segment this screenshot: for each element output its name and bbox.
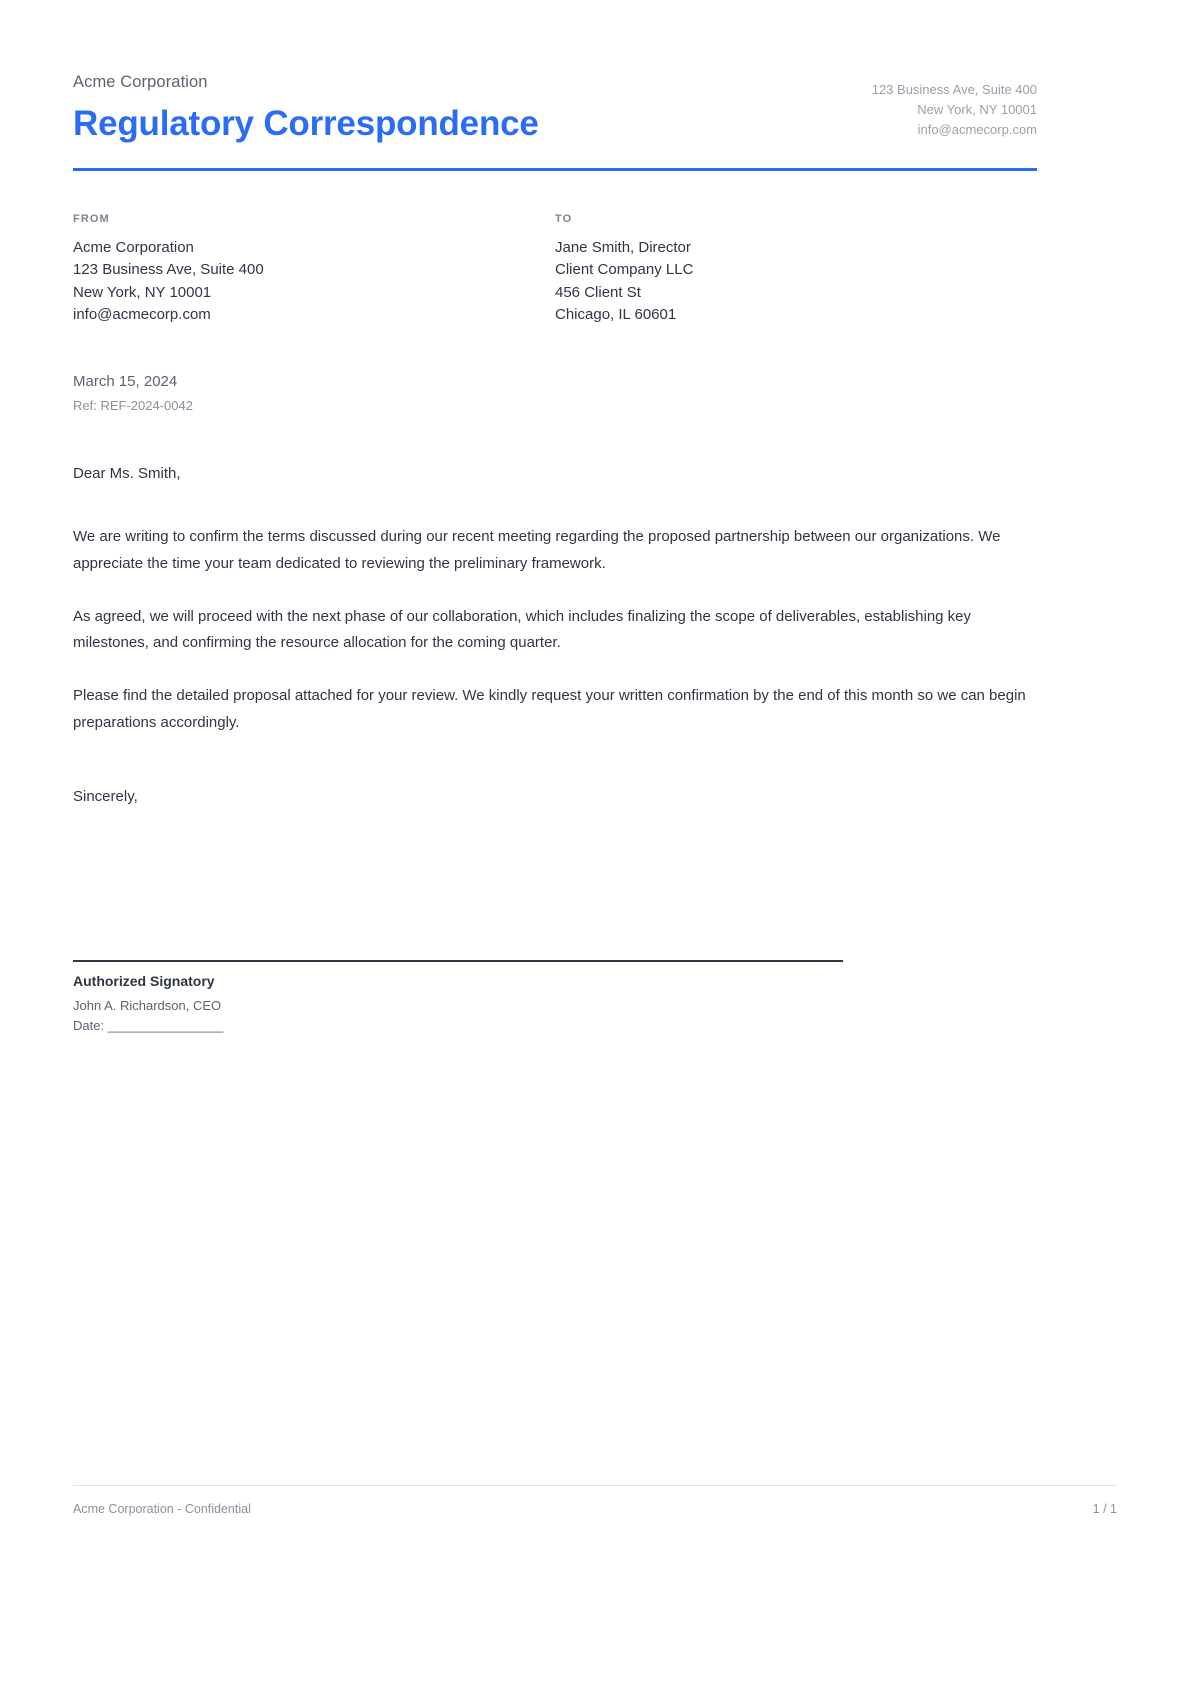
closing-line: Sincerely, [73, 788, 138, 806]
signatory-name: John A. Richardson, CEO [73, 997, 222, 1013]
to-column [555, 213, 1037, 326]
page-title: Regulatory Correspondence [73, 104, 539, 144]
from-line: New York, NY 10001 [73, 283, 212, 301]
letter-meta [73, 371, 1037, 417]
body-paragraph: We are writing to confirm the terms discussed during our recent meeting regarding the proposed partnership between our organizations. We appreciate the time your team dedicated to reviewing the preliminary framework. [73, 528, 1001, 572]
from-line: Acme Corporation [73, 239, 194, 257]
header-divider [73, 168, 1037, 171]
page-footer [73, 1485, 1117, 1516]
contact-email: info@acmecorp.com [917, 122, 1037, 138]
letter-reference: Ref: REF-2024-0042 [73, 398, 193, 414]
to-line: 456 Client St [555, 283, 641, 301]
footer-confidentiality-note: Acme Corporation - Confidential [73, 1502, 251, 1516]
from-column [73, 213, 555, 326]
to-label: TO [555, 213, 573, 226]
signature-block [73, 960, 843, 1035]
from-line: info@acmecorp.com [73, 305, 211, 323]
signature-line [73, 960, 843, 962]
letterhead-contact-block [872, 72, 1037, 140]
company-name: Acme Corporation [73, 73, 208, 91]
contact-city-line: New York, NY 10001 [917, 102, 1037, 118]
from-line: 123 Business Ave, Suite 400 [73, 261, 264, 279]
to-line: Client Company LLC [555, 261, 694, 279]
letter-date: March 15, 2024 [73, 372, 178, 390]
body-paragraph: Please find the detailed proposal attached for your review. We kindly request your written confirmation by the end of this month so we can begin preparations accordingly. [73, 686, 1026, 731]
to-line: Jane Smith, Director [555, 239, 691, 257]
from-label: FROM [73, 213, 110, 226]
address-block [73, 213, 1037, 326]
signature-date-field: Date: ________________ [73, 1018, 224, 1034]
signatory-title: Authorized Signatory [73, 973, 215, 990]
page-number: 1 / 1 [1092, 1502, 1117, 1516]
letterhead-left [73, 72, 872, 146]
to-line: Chicago, IL 60601 [555, 305, 677, 323]
letter-body [73, 524, 1037, 736]
body-paragraph: As agreed, we will proceed with the next phase of our collaboration, which includes finalizing the scope of deliverables, establishing key milestones, and confirming the resource allocation for the coming quarter. [73, 607, 972, 652]
contact-address-line: 123 Business Ave, Suite 400 [871, 82, 1037, 97]
salutation: Dear Ms. Smith, [73, 465, 181, 483]
letterhead [73, 0, 1037, 146]
document-content [73, 0, 1037, 1035]
